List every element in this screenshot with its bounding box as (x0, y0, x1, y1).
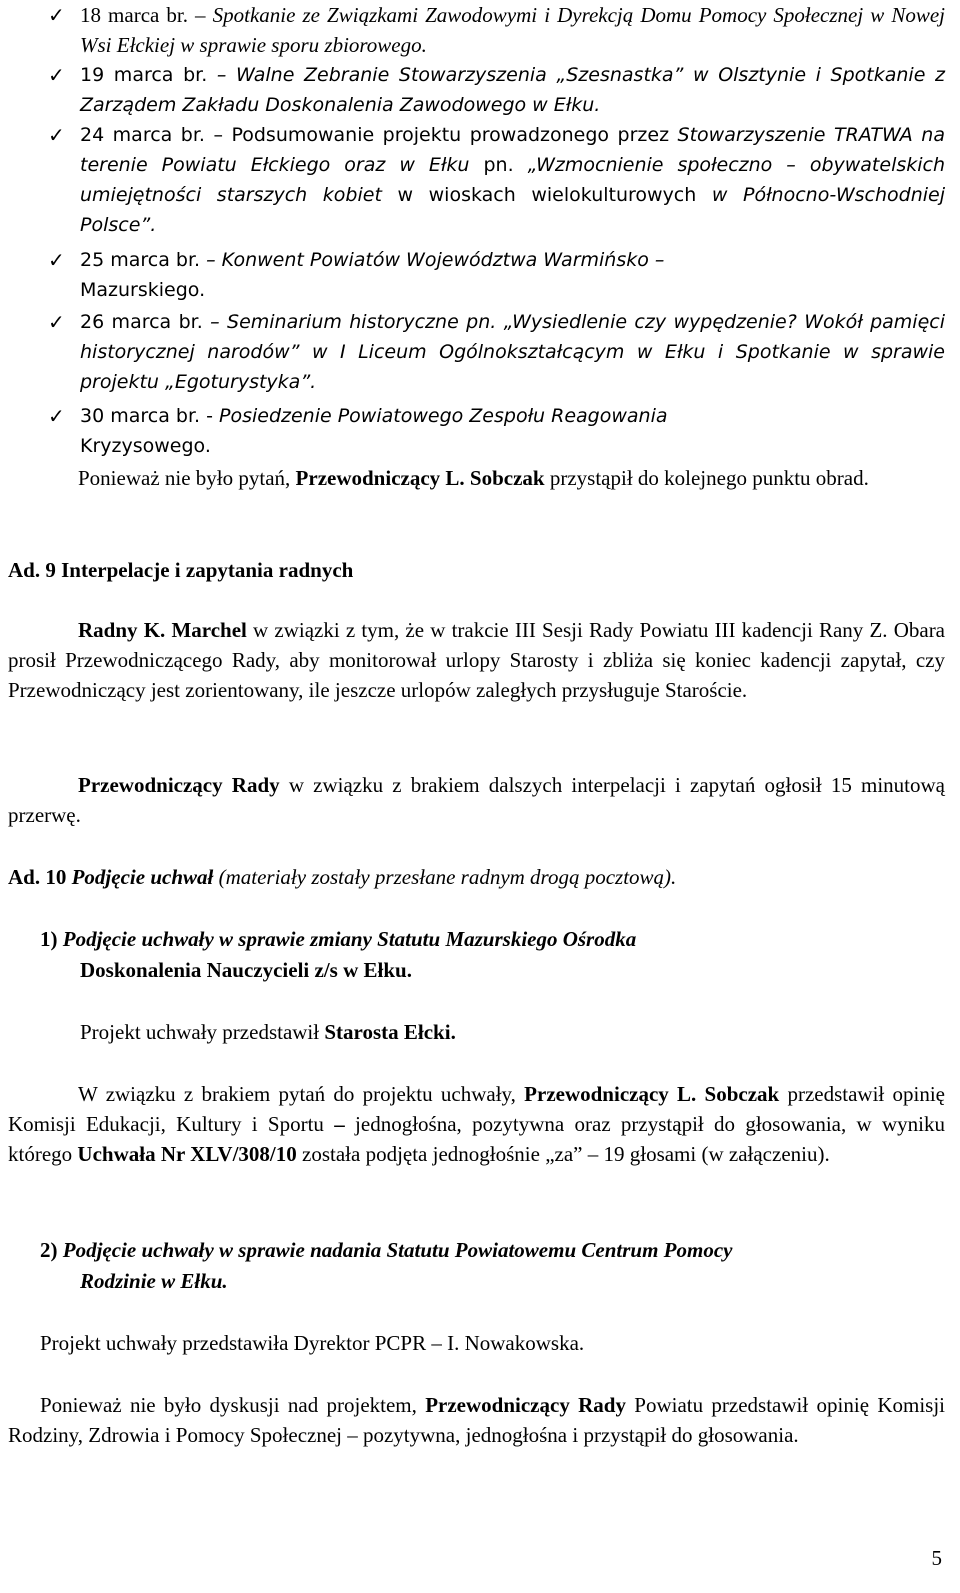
section-heading-text: Podjęcie uchwał (71, 865, 214, 889)
item-text-italic: Stowarzyszenie TRATWA na terenie Powiatu Ełckiego oraz w Ełku (80, 124, 945, 176)
paragraph-text: jednogłośna, pozytywna oraz przystąpił do głosowania, w wyniku którego (8, 1112, 946, 1166)
paragraph-text: W związku z brakiem pytań do projektu uchwały, (78, 1082, 525, 1106)
section-heading-text: Ad. 10 (8, 865, 72, 889)
item-date: 30 marca br. (80, 405, 201, 427)
resolution-item (80, 1266, 945, 1296)
item-date: 26 marca br. (80, 311, 203, 333)
paragraph (8, 1079, 945, 1169)
speaker-name: Przewodniczący Rady (78, 773, 280, 797)
checkmark-icon: ✓ (48, 248, 65, 272)
paragraph (40, 1328, 945, 1358)
checkmark-icon: ✓ (48, 404, 65, 428)
item-text: Mazurskiego. (80, 279, 206, 301)
paragraph (8, 615, 945, 705)
resolution-number: 1) (40, 927, 58, 951)
resolution-title: Doskonalenia Nauczycieli z/s w Ełku. (80, 958, 412, 982)
paragraph-text: Projekt uchwały przedstawił (80, 1020, 325, 1044)
item-text: Konwent Powiatów Województwa Warmińsko – (221, 249, 665, 271)
section-heading-note: (materiały zostały przesłane radnym drogą pocztową). (213, 865, 677, 889)
paragraph-text: Powiatu przedstawił opinię Komisji Rodziny, Zdrowia i Pomocy Społecznej – pozytywna, jednogłośna i przystąpił do głosowania. (8, 1393, 945, 1447)
paragraph (8, 463, 945, 493)
paragraph-text: przedstawił opinię Komisji Edukacji, Kultury i Sportu (8, 1082, 945, 1136)
item-separator: – (204, 124, 232, 146)
item-date: 19 marca br. (80, 64, 208, 86)
list-item (48, 401, 945, 461)
paragraph-text: przystąpił do kolejnego punktu obrad. (544, 466, 869, 490)
dash: – (334, 1112, 345, 1136)
resolution-item (40, 924, 945, 954)
resolution-number: 2) (40, 1238, 58, 1262)
item-text-italic: w Północno-Wschodniej Polsce”. (80, 184, 946, 236)
checkmark-icon: ✓ (48, 123, 65, 147)
paragraph (8, 1390, 945, 1450)
paragraph-text: Ponieważ nie było dyskusji nad projektem, (40, 1393, 426, 1417)
item-text: w wioskach wielokulturowych (397, 184, 697, 206)
paragraph (80, 1017, 945, 1047)
paragraph-text: w związki z tym, że w trakcie III Sesji Rady Powiatu III kadencji Rany Z. Obara prosił Przewodniczącego Rady, aby monitorował urlopy Starosty i zbliża się koniec kadencji zapytał, czy Przewodniczący jest zorientowany, ile jeszcze urlopów zaległych przysługuje Staroście. (8, 618, 946, 702)
item-separator: – (188, 3, 213, 27)
item-text: Spotkanie ze Związkami Zawodowymi i Dyrekcją Domu Pomocy Społecznej w Nowej Wsi Ełckiej w sprawie sporu zbiorowego. (80, 3, 946, 57)
checkmark-icon: ✓ (48, 63, 65, 87)
list-item (48, 60, 945, 120)
list-item (48, 307, 945, 397)
item-date: 24 marca br. (80, 124, 205, 146)
resolution-item (40, 1235, 945, 1265)
paragraph-text: Ponieważ nie było pytań, (78, 466, 296, 490)
paragraph-text: została podjęta jednogłośnie „za” – 19 głosami (w załączeniu). (296, 1142, 830, 1166)
page-number: 5 (931, 1546, 942, 1570)
section-heading-text: Ad. 9 Interpelacje i zapytania radnych (8, 558, 354, 582)
paragraph-text: w związku z brakiem dalszych interpelacji i zapytań ogłosił 15 minutową przerwę. (8, 773, 945, 827)
section-heading (8, 555, 945, 585)
item-text: Podsumowanie projektu prowadzonego przez (231, 124, 678, 146)
checkmark-icon: ✓ (48, 3, 65, 27)
item-text-italic: „Wzmocnienie społeczno – obywatelskich umiejętności starszych kobiet (80, 154, 946, 206)
item-separator: – (202, 311, 228, 333)
item-separator: - (200, 405, 219, 427)
list-item (48, 120, 946, 240)
checkmark-icon: ✓ (48, 310, 65, 334)
item-separator: – (207, 64, 237, 86)
speaker-name: Starosta Ełcki. (324, 1020, 456, 1044)
item-text: Seminarium historyczne pn. „Wysiedlenie czy wypędzenie? Wokół pamięci historycznej narodów” w I Liceum Ogólnokształcącym w Ełku i Spotkanie w sprawie projektu „Egoturystyka”. (80, 311, 945, 393)
speaker-name: Przewodniczący L. Sobczak (295, 466, 545, 490)
speaker-name: Radny K. Marchel (78, 618, 247, 642)
item-text: Kryzysowego. (80, 435, 211, 457)
speaker-name: Przewodniczący Rady (425, 1393, 626, 1417)
item-text: Walne Zebranie Stowarzyszenia „Szesnastka” w Olsztynie i Spotkanie z Zarządem Zakładu Doskonalenia Zawodowego w Ełku. (80, 64, 945, 116)
paragraph-text: Projekt uchwały przedstawiła Dyrektor PCPR – I. Nowakowska. (40, 1331, 585, 1355)
section-heading (8, 862, 945, 892)
item-text: Posiedzenie Powiatowego Zespołu Reagowania (219, 405, 668, 427)
item-date: 18 marca br. (80, 3, 188, 27)
resolution-number: Uchwała Nr XLV/308/10 (77, 1142, 297, 1166)
resolution-title: Podjęcie uchwały w sprawie nadania Statutu Powiatowemu Centrum Pomocy (62, 1238, 733, 1262)
resolution-title: Podjęcie uchwały w sprawie zmiany Statutu Mazurskiego Ośrodka (62, 927, 637, 951)
item-text: pn. (483, 154, 528, 176)
speaker-name: Przewodniczący L. Sobczak (524, 1082, 780, 1106)
list-item (48, 0, 946, 60)
item-date: 25 marca br. (80, 249, 201, 271)
resolution-item (80, 955, 945, 985)
resolution-title: Rodzinie w Ełku. (80, 1269, 228, 1293)
list-item (48, 245, 945, 305)
item-separator: – (200, 249, 222, 271)
paragraph (8, 770, 945, 830)
